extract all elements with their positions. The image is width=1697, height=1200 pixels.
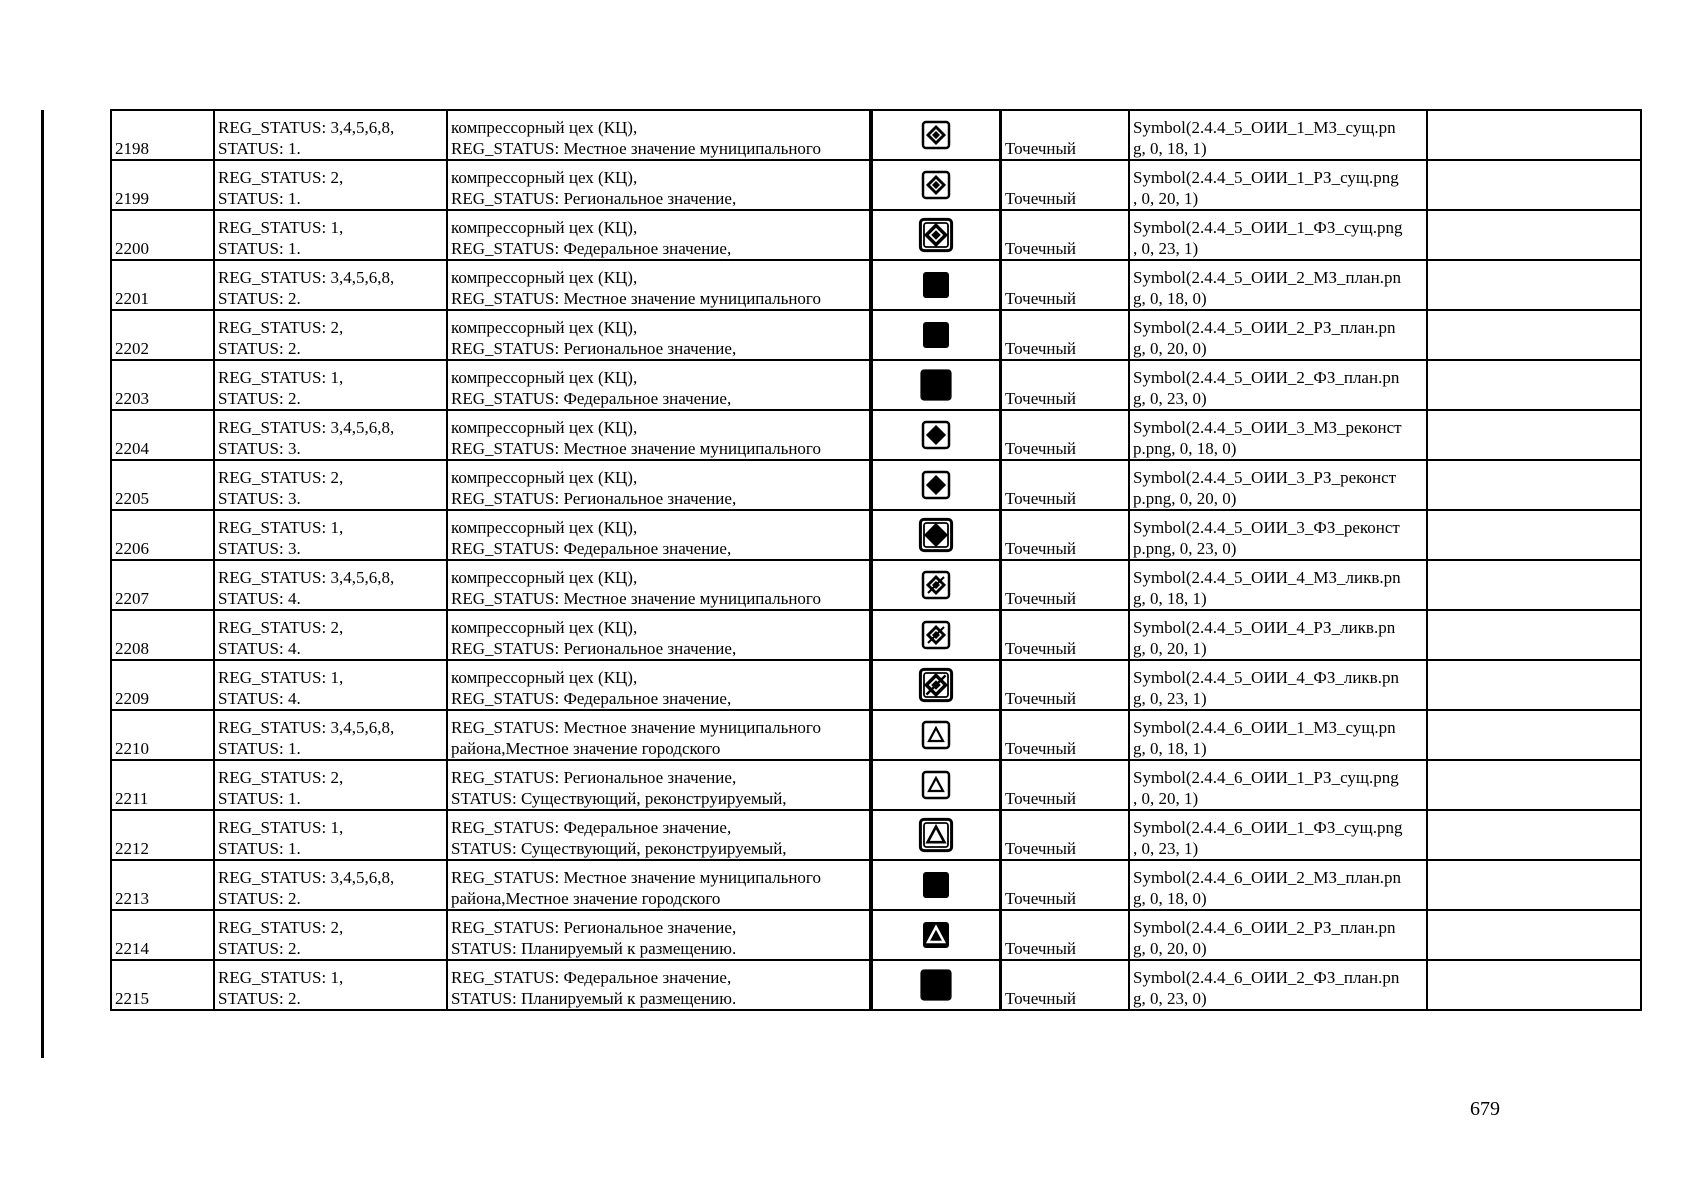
cell-line: REG_STATUS: Федеральное значение, xyxy=(451,968,732,987)
cell-line: REG_STATUS: 3,4,5,6,8, xyxy=(218,118,395,137)
row-number: 2199 xyxy=(111,160,214,210)
condition-cell xyxy=(214,460,447,510)
cell-line: REG_STATUS: Местное значение муниципального xyxy=(451,289,821,308)
description-cell xyxy=(447,610,871,660)
table-row xyxy=(111,810,1641,860)
symbol-definition-cell xyxy=(1129,710,1427,760)
row-number: 2209 xyxy=(111,660,214,710)
cell-line: Symbol(2.4.4_5_ОИИ_4_РЗ_ликв.pn xyxy=(1133,618,1396,637)
cell-line: Symbol(2.4.4_6_ОИИ_2_РЗ_план.pn xyxy=(1133,918,1396,937)
cell-line: STATUS: Планируемый к размещению. xyxy=(451,989,737,1008)
cell-line: Symbol(2.4.4_5_ОИИ_3_ФЗ_реконст xyxy=(1133,518,1400,537)
cell-line: компрессорный цех (КЦ), xyxy=(451,568,638,587)
condition-cell xyxy=(214,610,447,660)
symbol-definition-cell xyxy=(1129,960,1427,1010)
cell-line: g, 0, 20, 0) xyxy=(1133,939,1207,958)
symbol-definition-cell xyxy=(1129,160,1427,210)
cell-line: Symbol(2.4.4_5_ОИИ_3_МЗ_реконст xyxy=(1133,418,1402,437)
condition-cell xyxy=(214,960,447,1010)
cell-line: g, 0, 20, 1) xyxy=(1133,639,1207,658)
table-row xyxy=(111,560,1641,610)
filled-square-large-icon xyxy=(918,367,954,403)
table-row xyxy=(111,860,1641,910)
cell-line: STATUS: 4. xyxy=(218,589,301,608)
cell-line: Symbol(2.4.4_6_ОИИ_2_ФЗ_план.pn xyxy=(1133,968,1400,987)
cell-line: REG_STATUS: 2, xyxy=(218,918,344,937)
cell-line: REG_STATUS: 2, xyxy=(218,318,344,337)
cell-line: g, 0, 23, 1) xyxy=(1133,689,1207,708)
cell-line: STATUS: 1. xyxy=(218,139,301,158)
cell-line: STATUS: 2. xyxy=(218,989,301,1008)
condition-cell xyxy=(214,860,447,910)
cell-line: района,Местное значение городского xyxy=(451,739,721,758)
cell-line: STATUS: Существующий, реконструируемый, xyxy=(451,839,787,858)
geometry-type-cell: Точечный xyxy=(1001,810,1130,860)
cell-line: Symbol(2.4.4_5_ОИИ_4_ФЗ_ликв.pn xyxy=(1133,668,1399,687)
cell-line: Symbol(2.4.4_5_ОИИ_4_МЗ_ликв.pn xyxy=(1133,568,1401,587)
cell-line: STATUS: 2. xyxy=(218,939,301,958)
cell-line: REG_STATUS: Местное значение муниципального xyxy=(451,589,821,608)
geometry-type-cell: Точечный xyxy=(1001,260,1130,310)
empty-cell xyxy=(1427,210,1641,260)
cell-line: REG_STATUS: 2, xyxy=(218,768,344,787)
description-cell xyxy=(447,760,871,810)
symbol-preview-cell xyxy=(871,610,1001,660)
cell-line: REG_STATUS: 3,4,5,6,8, xyxy=(218,718,395,737)
table-row xyxy=(111,260,1641,310)
description-cell xyxy=(447,810,871,860)
condition-cell xyxy=(214,260,447,310)
symbol-table xyxy=(110,109,1642,1011)
table-row xyxy=(111,110,1641,160)
cell-line: Symbol(2.4.4_5_ОИИ_1_ФЗ_сущ.png xyxy=(1133,218,1403,237)
row-number: 2212 xyxy=(111,810,214,860)
geometry-type-cell: Точечный xyxy=(1001,710,1130,760)
symbol-preview-cell xyxy=(871,310,1001,360)
symbol-preview-cell xyxy=(871,360,1001,410)
row-number: 2202 xyxy=(111,310,214,360)
cell-line: Symbol(2.4.4_5_ОИИ_2_ФЗ_план.pn xyxy=(1133,368,1400,387)
description-cell xyxy=(447,860,871,910)
cell-line: , 0, 23, 1) xyxy=(1133,239,1199,258)
cell-line: STATUS: 1. xyxy=(218,239,301,258)
diamond-in-square-icon xyxy=(921,120,951,150)
empty-cell xyxy=(1427,160,1641,210)
cell-line: REG_STATUS: Региональное значение, xyxy=(451,639,737,658)
empty-cell xyxy=(1427,660,1641,710)
cell-line: REG_STATUS: 2, xyxy=(218,468,344,487)
symbol-definition-cell xyxy=(1129,810,1427,860)
symbol-preview-cell xyxy=(871,210,1001,260)
cell-line: STATUS: 2. xyxy=(218,889,301,908)
cell-line: STATUS: 1. xyxy=(218,189,301,208)
symbol-definition-cell xyxy=(1129,760,1427,810)
cell-line: REG_STATUS: Федеральное значение, xyxy=(451,689,732,708)
cell-line: STATUS: 2. xyxy=(218,289,301,308)
geometry-type-cell: Точечный xyxy=(1001,760,1130,810)
table-row xyxy=(111,360,1641,410)
symbol-preview-cell xyxy=(871,160,1001,210)
table-row xyxy=(111,460,1641,510)
cell-line: g, 0, 18, 1) xyxy=(1133,139,1207,158)
condition-cell xyxy=(214,110,447,160)
row-number: 2205 xyxy=(111,460,214,510)
condition-cell xyxy=(214,760,447,810)
condition-cell xyxy=(214,360,447,410)
symbol-preview-cell xyxy=(871,910,1001,960)
row-number: 2208 xyxy=(111,610,214,660)
geometry-type-cell: Точечный xyxy=(1001,860,1130,910)
cell-line: р.png, 0, 18, 0) xyxy=(1133,439,1237,458)
cell-line: REG_STATUS: Федеральное значение, xyxy=(451,539,732,558)
condition-cell xyxy=(214,160,447,210)
filled-square-icon xyxy=(921,270,951,300)
description-cell xyxy=(447,410,871,460)
table-row xyxy=(111,610,1641,660)
cell-line: REG_STATUS: Региональное значение, xyxy=(451,489,737,508)
cell-line: Symbol(2.4.4_6_ОИИ_1_ФЗ_сущ.png xyxy=(1133,818,1403,837)
cell-line: STATUS: 2. xyxy=(218,389,301,408)
description-cell xyxy=(447,660,871,710)
triangle-in-square-icon xyxy=(921,720,951,750)
description-cell xyxy=(447,510,871,560)
row-number: 2211 xyxy=(111,760,214,810)
triangle-in-square-icon xyxy=(921,770,951,800)
filled-square-icon xyxy=(921,870,951,900)
symbol-definition-cell xyxy=(1129,610,1427,660)
table-row xyxy=(111,710,1641,760)
geometry-type-cell: Точечный xyxy=(1001,660,1130,710)
geometry-type-cell: Точечный xyxy=(1001,360,1130,410)
description-cell xyxy=(447,160,871,210)
cell-line: Symbol(2.4.4_6_ОИИ_1_РЗ_сущ.png xyxy=(1133,768,1399,787)
condition-cell xyxy=(214,710,447,760)
symbol-preview-cell xyxy=(871,410,1001,460)
cell-line: REG_STATUS: 1, xyxy=(218,218,344,237)
filled-square-icon xyxy=(921,320,951,350)
symbol-definition-cell xyxy=(1129,460,1427,510)
cell-line: компрессорный цех (КЦ), xyxy=(451,518,638,537)
cell-line: Symbol(2.4.4_6_ОИИ_2_МЗ_план.pn xyxy=(1133,868,1401,887)
cell-line: g, 0, 18, 1) xyxy=(1133,589,1207,608)
table-row xyxy=(111,910,1641,960)
condition-cell xyxy=(214,510,447,560)
description-cell xyxy=(447,910,871,960)
cell-line: g, 0, 23, 0) xyxy=(1133,389,1207,408)
geometry-type-cell: Точечный xyxy=(1001,310,1130,360)
cell-line: REG_STATUS: Местное значение муниципального xyxy=(451,139,821,158)
row-number: 2200 xyxy=(111,210,214,260)
cell-line: компрессорный цех (КЦ), xyxy=(451,118,638,137)
empty-cell xyxy=(1427,910,1641,960)
cell-line: REG_STATUS: Федеральное значение, xyxy=(451,389,732,408)
symbol-preview-cell xyxy=(871,710,1001,760)
empty-cell xyxy=(1427,110,1641,160)
cell-line: р.png, 0, 23, 0) xyxy=(1133,539,1237,558)
empty-cell xyxy=(1427,960,1641,1010)
table-row xyxy=(111,210,1641,260)
empty-cell xyxy=(1427,710,1641,760)
cell-line: STATUS: 1. xyxy=(218,839,301,858)
cell-line: REG_STATUS: Местное значение муниципального xyxy=(451,718,821,737)
cell-line: компрессорный цех (КЦ), xyxy=(451,418,638,437)
cell-line: Symbol(2.4.4_5_ОИИ_1_МЗ_сущ.pn xyxy=(1133,118,1396,137)
row-number: 2215 xyxy=(111,960,214,1010)
cell-line: REG_STATUS: 1, xyxy=(218,818,344,837)
geometry-type-cell: Точечный xyxy=(1001,910,1130,960)
geometry-type-cell: Точечный xyxy=(1001,960,1130,1010)
empty-cell xyxy=(1427,360,1641,410)
cell-line: REG_STATUS: 1, xyxy=(218,518,344,537)
symbol-definition-cell xyxy=(1129,310,1427,360)
geometry-type-cell: Точечный xyxy=(1001,510,1130,560)
empty-cell xyxy=(1427,610,1641,660)
cell-line: STATUS: Планируемый к размещению. xyxy=(451,939,737,958)
description-cell xyxy=(447,710,871,760)
filled-diamond-in-square-icon xyxy=(921,420,951,450)
condition-cell xyxy=(214,210,447,260)
symbol-preview-cell xyxy=(871,760,1001,810)
cell-line: REG_STATUS: 1, xyxy=(218,668,344,687)
triangle-in-double-square-icon xyxy=(918,817,954,853)
condition-cell xyxy=(214,810,447,860)
geometry-type-cell: Точечный xyxy=(1001,560,1130,610)
table-row xyxy=(111,310,1641,360)
cell-line: REG_STATUS: Региональное значение, xyxy=(451,339,737,358)
cell-line: g, 0, 18, 0) xyxy=(1133,289,1207,308)
empty-cell xyxy=(1427,310,1641,360)
cell-line: g, 0, 20, 0) xyxy=(1133,339,1207,358)
cell-line: компрессорный цех (КЦ), xyxy=(451,168,638,187)
symbol-definition-cell xyxy=(1129,910,1427,960)
cell-line: STATUS: 1. xyxy=(218,789,301,808)
condition-cell xyxy=(214,310,447,360)
geometry-type-cell: Точечный xyxy=(1001,610,1130,660)
condition-cell xyxy=(214,660,447,710)
cell-line: компрессорный цех (КЦ), xyxy=(451,268,638,287)
page-number: 679 xyxy=(1470,1098,1500,1120)
empty-cell xyxy=(1427,460,1641,510)
table-row xyxy=(111,660,1641,710)
crossed-diamond-in-double-square-icon xyxy=(918,667,954,703)
table-row xyxy=(111,510,1641,560)
description-cell xyxy=(447,960,871,1010)
table-row xyxy=(111,160,1641,210)
empty-cell xyxy=(1427,260,1641,310)
cell-line: REG_STATUS: 3,4,5,6,8, xyxy=(218,868,395,887)
description-cell xyxy=(447,260,871,310)
cell-line: компрессорный цех (КЦ), xyxy=(451,468,638,487)
geometry-type-cell: Точечный xyxy=(1001,160,1130,210)
description-cell xyxy=(447,360,871,410)
cell-line: REG_STATUS: 1, xyxy=(218,968,344,987)
empty-cell xyxy=(1427,760,1641,810)
cell-line: STATUS: 3. xyxy=(218,439,301,458)
symbol-definition-cell xyxy=(1129,510,1427,560)
cell-line: REG_STATUS: Региональное значение, xyxy=(451,189,737,208)
cell-line: REG_STATUS: Местное значение муниципального xyxy=(451,868,821,887)
cell-line: REG_STATUS: Региональное значение, xyxy=(451,768,737,787)
row-number: 2204 xyxy=(111,410,214,460)
cell-line: STATUS: 4. xyxy=(218,639,301,658)
cell-line: Symbol(2.4.4_5_ОИИ_2_МЗ_план.pn xyxy=(1133,268,1401,287)
cell-line: STATUS: 3. xyxy=(218,489,301,508)
symbol-definition-cell xyxy=(1129,410,1427,460)
cell-line: р.png, 0, 20, 0) xyxy=(1133,489,1237,508)
cell-line: Symbol(2.4.4_5_ОИИ_1_РЗ_сущ.png xyxy=(1133,168,1399,187)
cell-line: , 0, 23, 1) xyxy=(1133,839,1199,858)
filled-diamond-in-square-icon xyxy=(921,470,951,500)
geometry-type-cell: Точечный xyxy=(1001,210,1130,260)
cell-line: компрессорный цех (КЦ), xyxy=(451,218,638,237)
geometry-type-cell: Точечный xyxy=(1001,410,1130,460)
symbol-definition-cell xyxy=(1129,110,1427,160)
cell-line: REG_STATUS: 2, xyxy=(218,618,344,637)
description-cell xyxy=(447,460,871,510)
cell-line: g, 0, 18, 0) xyxy=(1133,889,1207,908)
table-row xyxy=(111,760,1641,810)
cell-line: , 0, 20, 1) xyxy=(1133,189,1199,208)
empty-cell xyxy=(1427,860,1641,910)
cell-line: STATUS: 4. xyxy=(218,689,301,708)
cell-line: REG_STATUS: 2, xyxy=(218,168,344,187)
symbol-definition-cell xyxy=(1129,560,1427,610)
symbol-table-body xyxy=(111,110,1641,1010)
symbol-definition-cell xyxy=(1129,210,1427,260)
crossed-diamond-in-square-icon xyxy=(921,620,951,650)
row-number: 2213 xyxy=(111,860,214,910)
condition-cell xyxy=(214,910,447,960)
symbol-definition-cell xyxy=(1129,360,1427,410)
filled-diamond-in-double-square-icon xyxy=(918,517,954,553)
row-number: 2201 xyxy=(111,260,214,310)
row-number: 2206 xyxy=(111,510,214,560)
symbol-definition-cell xyxy=(1129,260,1427,310)
cell-line: g, 0, 23, 0) xyxy=(1133,989,1207,1008)
filled-square-large-icon xyxy=(918,967,954,1003)
table-row xyxy=(111,960,1641,1010)
row-number: 2207 xyxy=(111,560,214,610)
row-number: 2210 xyxy=(111,710,214,760)
symbol-preview-cell xyxy=(871,460,1001,510)
empty-cell xyxy=(1427,810,1641,860)
cell-line: REG_STATUS: 3,4,5,6,8, xyxy=(218,268,395,287)
cell-line: REG_STATUS: Местное значение муниципального xyxy=(451,439,821,458)
diamond-in-square-icon xyxy=(921,170,951,200)
symbol-definition-cell xyxy=(1129,660,1427,710)
cell-line: Symbol(2.4.4_5_ОИИ_2_РЗ_план.pn xyxy=(1133,318,1396,337)
cell-line: REG_STATUS: 1, xyxy=(218,368,344,387)
cell-line: компрессорный цех (КЦ), xyxy=(451,618,638,637)
cell-line: района,Местное значение городского xyxy=(451,889,721,908)
row-number: 2198 xyxy=(111,110,214,160)
cell-line: REG_STATUS: Региональное значение, xyxy=(451,918,737,937)
empty-cell xyxy=(1427,410,1641,460)
row-number: 2214 xyxy=(111,910,214,960)
cell-line: Symbol(2.4.4_6_ОИИ_1_МЗ_сущ.pn xyxy=(1133,718,1396,737)
cell-line: REG_STATUS: Федеральное значение, xyxy=(451,818,732,837)
cell-line: STATUS: 2. xyxy=(218,339,301,358)
description-cell xyxy=(447,560,871,610)
table-row xyxy=(111,410,1641,460)
symbol-preview-cell xyxy=(871,810,1001,860)
cell-line: компрессорный цех (КЦ), xyxy=(451,318,638,337)
filled-triangle-in-square-icon xyxy=(921,920,951,950)
row-number: 2203 xyxy=(111,360,214,410)
symbol-preview-cell xyxy=(871,960,1001,1010)
crossed-diamond-in-square-icon xyxy=(921,570,951,600)
description-cell xyxy=(447,110,871,160)
cell-line: компрессорный цех (КЦ), xyxy=(451,668,638,687)
description-cell xyxy=(447,210,871,260)
condition-cell xyxy=(214,560,447,610)
symbol-preview-cell xyxy=(871,660,1001,710)
cell-line: REG_STATUS: 3,4,5,6,8, xyxy=(218,418,395,437)
cell-line: REG_STATUS: Федеральное значение, xyxy=(451,239,732,258)
symbol-preview-cell xyxy=(871,510,1001,560)
cell-line: REG_STATUS: 3,4,5,6,8, xyxy=(218,568,395,587)
cell-line: компрессорный цех (КЦ), xyxy=(451,368,638,387)
cell-line: STATUS: Существующий, реконструируемый, xyxy=(451,789,787,808)
empty-cell xyxy=(1427,560,1641,610)
geometry-type-cell: Точечный xyxy=(1001,110,1130,160)
symbol-preview-cell xyxy=(871,860,1001,910)
cell-line: STATUS: 1. xyxy=(218,739,301,758)
diamond-in-double-square-icon xyxy=(918,217,954,253)
symbol-definition-cell xyxy=(1129,860,1427,910)
margin-bar xyxy=(41,110,44,1058)
symbol-preview-cell xyxy=(871,560,1001,610)
description-cell xyxy=(447,310,871,360)
symbol-preview-cell xyxy=(871,110,1001,160)
condition-cell xyxy=(214,410,447,460)
symbol-preview-cell xyxy=(871,260,1001,310)
cell-line: g, 0, 18, 1) xyxy=(1133,739,1207,758)
empty-cell xyxy=(1427,510,1641,560)
cell-line: , 0, 20, 1) xyxy=(1133,789,1199,808)
cell-line: STATUS: 3. xyxy=(218,539,301,558)
cell-line: Symbol(2.4.4_5_ОИИ_3_РЗ_реконст xyxy=(1133,468,1397,487)
geometry-type-cell: Точечный xyxy=(1001,460,1130,510)
